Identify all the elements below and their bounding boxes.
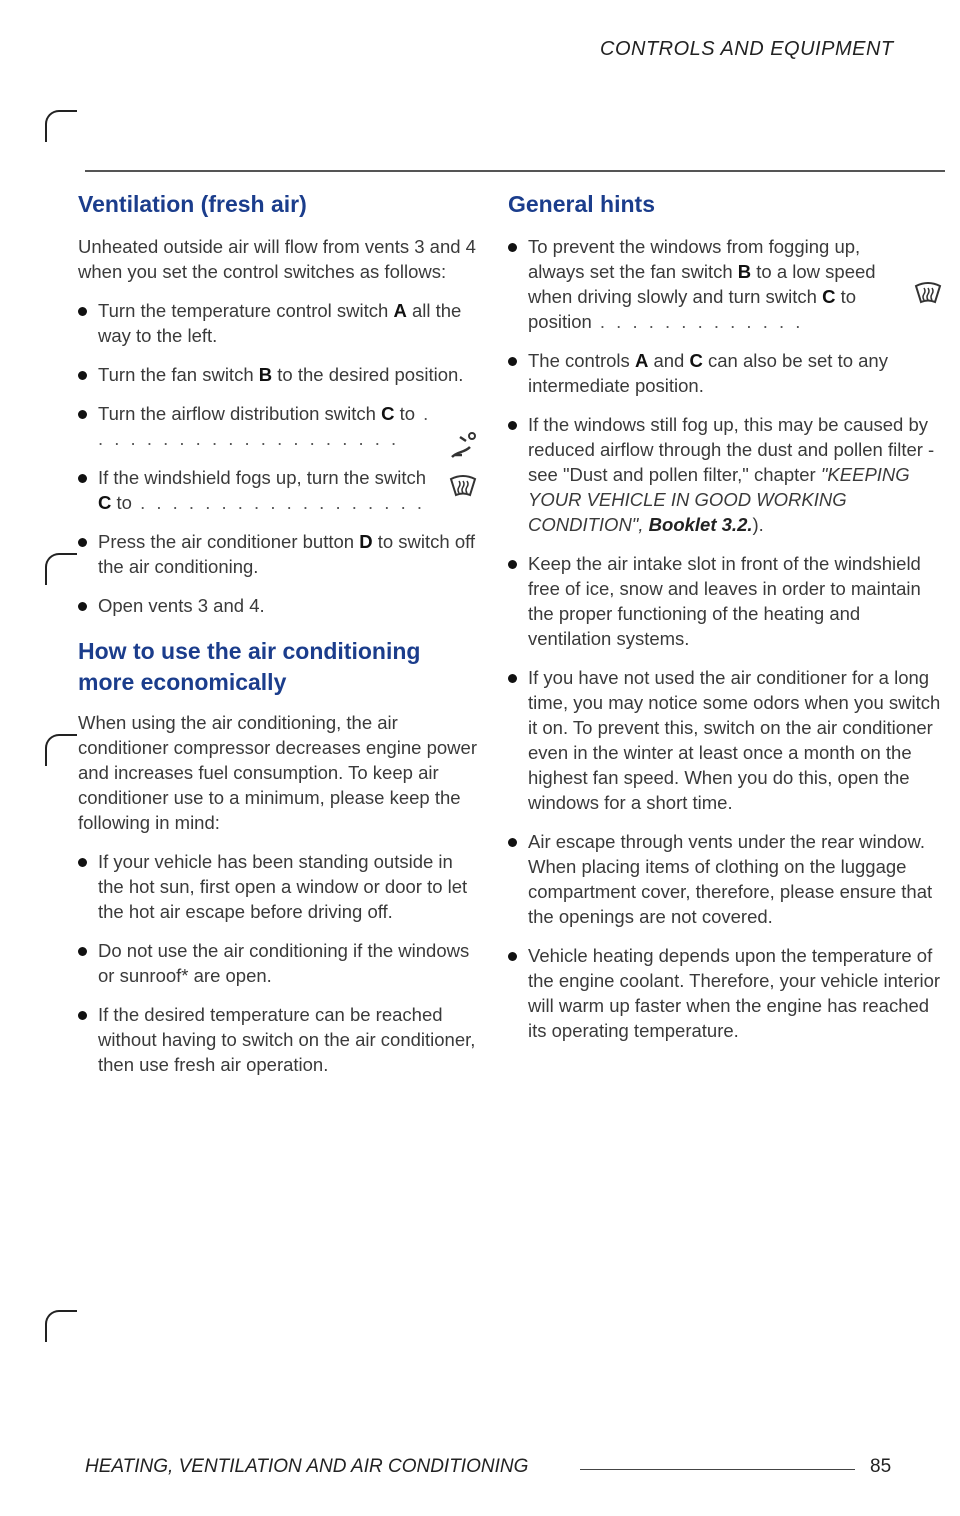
switch-key: D [359, 531, 373, 552]
item-text: Press the air conditioner button [98, 531, 360, 552]
item-text: can also be set to any intermediate position. [528, 350, 888, 396]
list-item [78, 465, 478, 515]
footer-rule [580, 1469, 855, 1470]
corner-mark [45, 110, 77, 142]
section-heading-economy: How to use the air conditioning more economically [78, 638, 421, 695]
list-item [78, 298, 478, 348]
item-text: all the way to the left. [98, 300, 462, 346]
list-item [78, 401, 478, 451]
leader-dots: . . . . . . . . . . . . . . . . . . . . [98, 403, 432, 449]
list-item: If you have not used the air conditioner for a long time, you may notice some odors when you switch it on. To prevent this, switch on the air conditioner even in the winter at least once a month on the highest fan speed. When you do this, open the windows for a short time. [508, 665, 943, 815]
list-item: Do not use the air conditioning if the windows or sunroof* are open. [78, 938, 478, 988]
right-column [508, 190, 943, 1057]
leader-dots: . . . . . . . . . . . . . [591, 311, 804, 332]
list-item [78, 362, 478, 387]
item-text: to [111, 492, 132, 513]
corner-mark [45, 1310, 77, 1342]
list-item [78, 529, 478, 579]
intro-paragraph: Unheated outside air will flow from vents 3 and 4 when you set the control switches as follows: [78, 236, 476, 282]
list-item: If the desired temperature can be reached without having to switch on the air conditioner, then use fresh air operation. [78, 1002, 478, 1077]
windshield-defrost-icon [448, 471, 478, 506]
item-text: The controls [528, 350, 635, 371]
page-footer [85, 1456, 905, 1486]
item-text: to a low speed when driving slowly and turn switch [528, 261, 876, 307]
page-number: 85 [870, 1456, 892, 1477]
footer-section-title: HEATING, VENTILATION AND AIR CONDITIONING [85, 1456, 529, 1477]
left-column [78, 190, 478, 1091]
item-text: and [648, 350, 690, 371]
corner-mark [45, 734, 77, 766]
switch-key: A [393, 300, 407, 321]
item-text: If the windshield fogs up, turn the switch [98, 467, 427, 488]
booklet-reference: Booklet 3.2. [648, 514, 753, 535]
list-item: Open vents 3 and 4. [78, 593, 478, 618]
leader-dots: . . . . . . . . . . . . . . . . . . [131, 492, 425, 513]
item-text: Turn the fan switch [98, 364, 259, 385]
item-text: To prevent the windows from fogging up, always set the fan switch [528, 236, 861, 282]
switch-key: C [381, 403, 395, 424]
list-item [508, 412, 943, 537]
list-item [508, 234, 943, 334]
list-item: Vehicle heating depends upon the temperature of the engine coolant. Therefore, your vehicle interior will warm up faster when the engine has reached its operating temperature. [508, 943, 943, 1043]
switch-key: C [98, 492, 112, 513]
header-rule [85, 170, 945, 172]
switch-key: B [737, 261, 752, 282]
item-text: Turn the temperature control switch [98, 300, 394, 321]
item-text: ). [752, 514, 764, 535]
switch-key: A [634, 350, 649, 371]
windshield-defrost-icon [913, 278, 943, 313]
switch-key: C [822, 286, 836, 307]
list-item: Keep the air intake slot in front of the windshield free of ice, snow and leaves in order to maintain the proper functioning of the heating and ventilation systems. [508, 551, 943, 651]
section-heading-general-hints: General hints [508, 191, 655, 217]
item-text: If the windows still fog up, this may be caused by reduced airflow through the dust and pollen filter - see "Dust and pollen filter," chapter [528, 414, 935, 485]
page-header-title: CONTROLS AND EQUIPMENT [600, 38, 894, 60]
section-heading-ventilation: Ventilation (fresh air) [78, 191, 307, 217]
item-text: to position [528, 286, 857, 332]
item-text: to the desired position. [272, 364, 464, 385]
list-item: If your vehicle has been standing outside in the hot sun, first open a window or door to let the hot air escape before driving off. [78, 849, 478, 924]
list-item: Air escape through vents under the rear window. When placing items of clothing on the luggage compartment cover, therefore, please ensure that the openings are not covered. [508, 829, 943, 929]
list-item [508, 348, 943, 398]
item-text: to switch off the air conditioning. [98, 531, 476, 577]
item-text: to [394, 403, 416, 424]
switch-key: B [258, 364, 273, 385]
switch-key: C [689, 350, 703, 371]
economy-paragraph: When using the air conditioning, the air conditioner compressor decreases engine power and increases fuel consumption. To keep air conditioner use to a minimum, please keep the following in mind: [78, 712, 477, 833]
windshield-and-feet-airflow-icon [448, 431, 478, 466]
item-text: Turn the airflow distribution switch [98, 403, 382, 424]
chapter-reference: "KEEPING YOUR VEHICLE IN GOOD WORKING CONDITION", [528, 464, 910, 535]
corner-mark [45, 553, 77, 585]
